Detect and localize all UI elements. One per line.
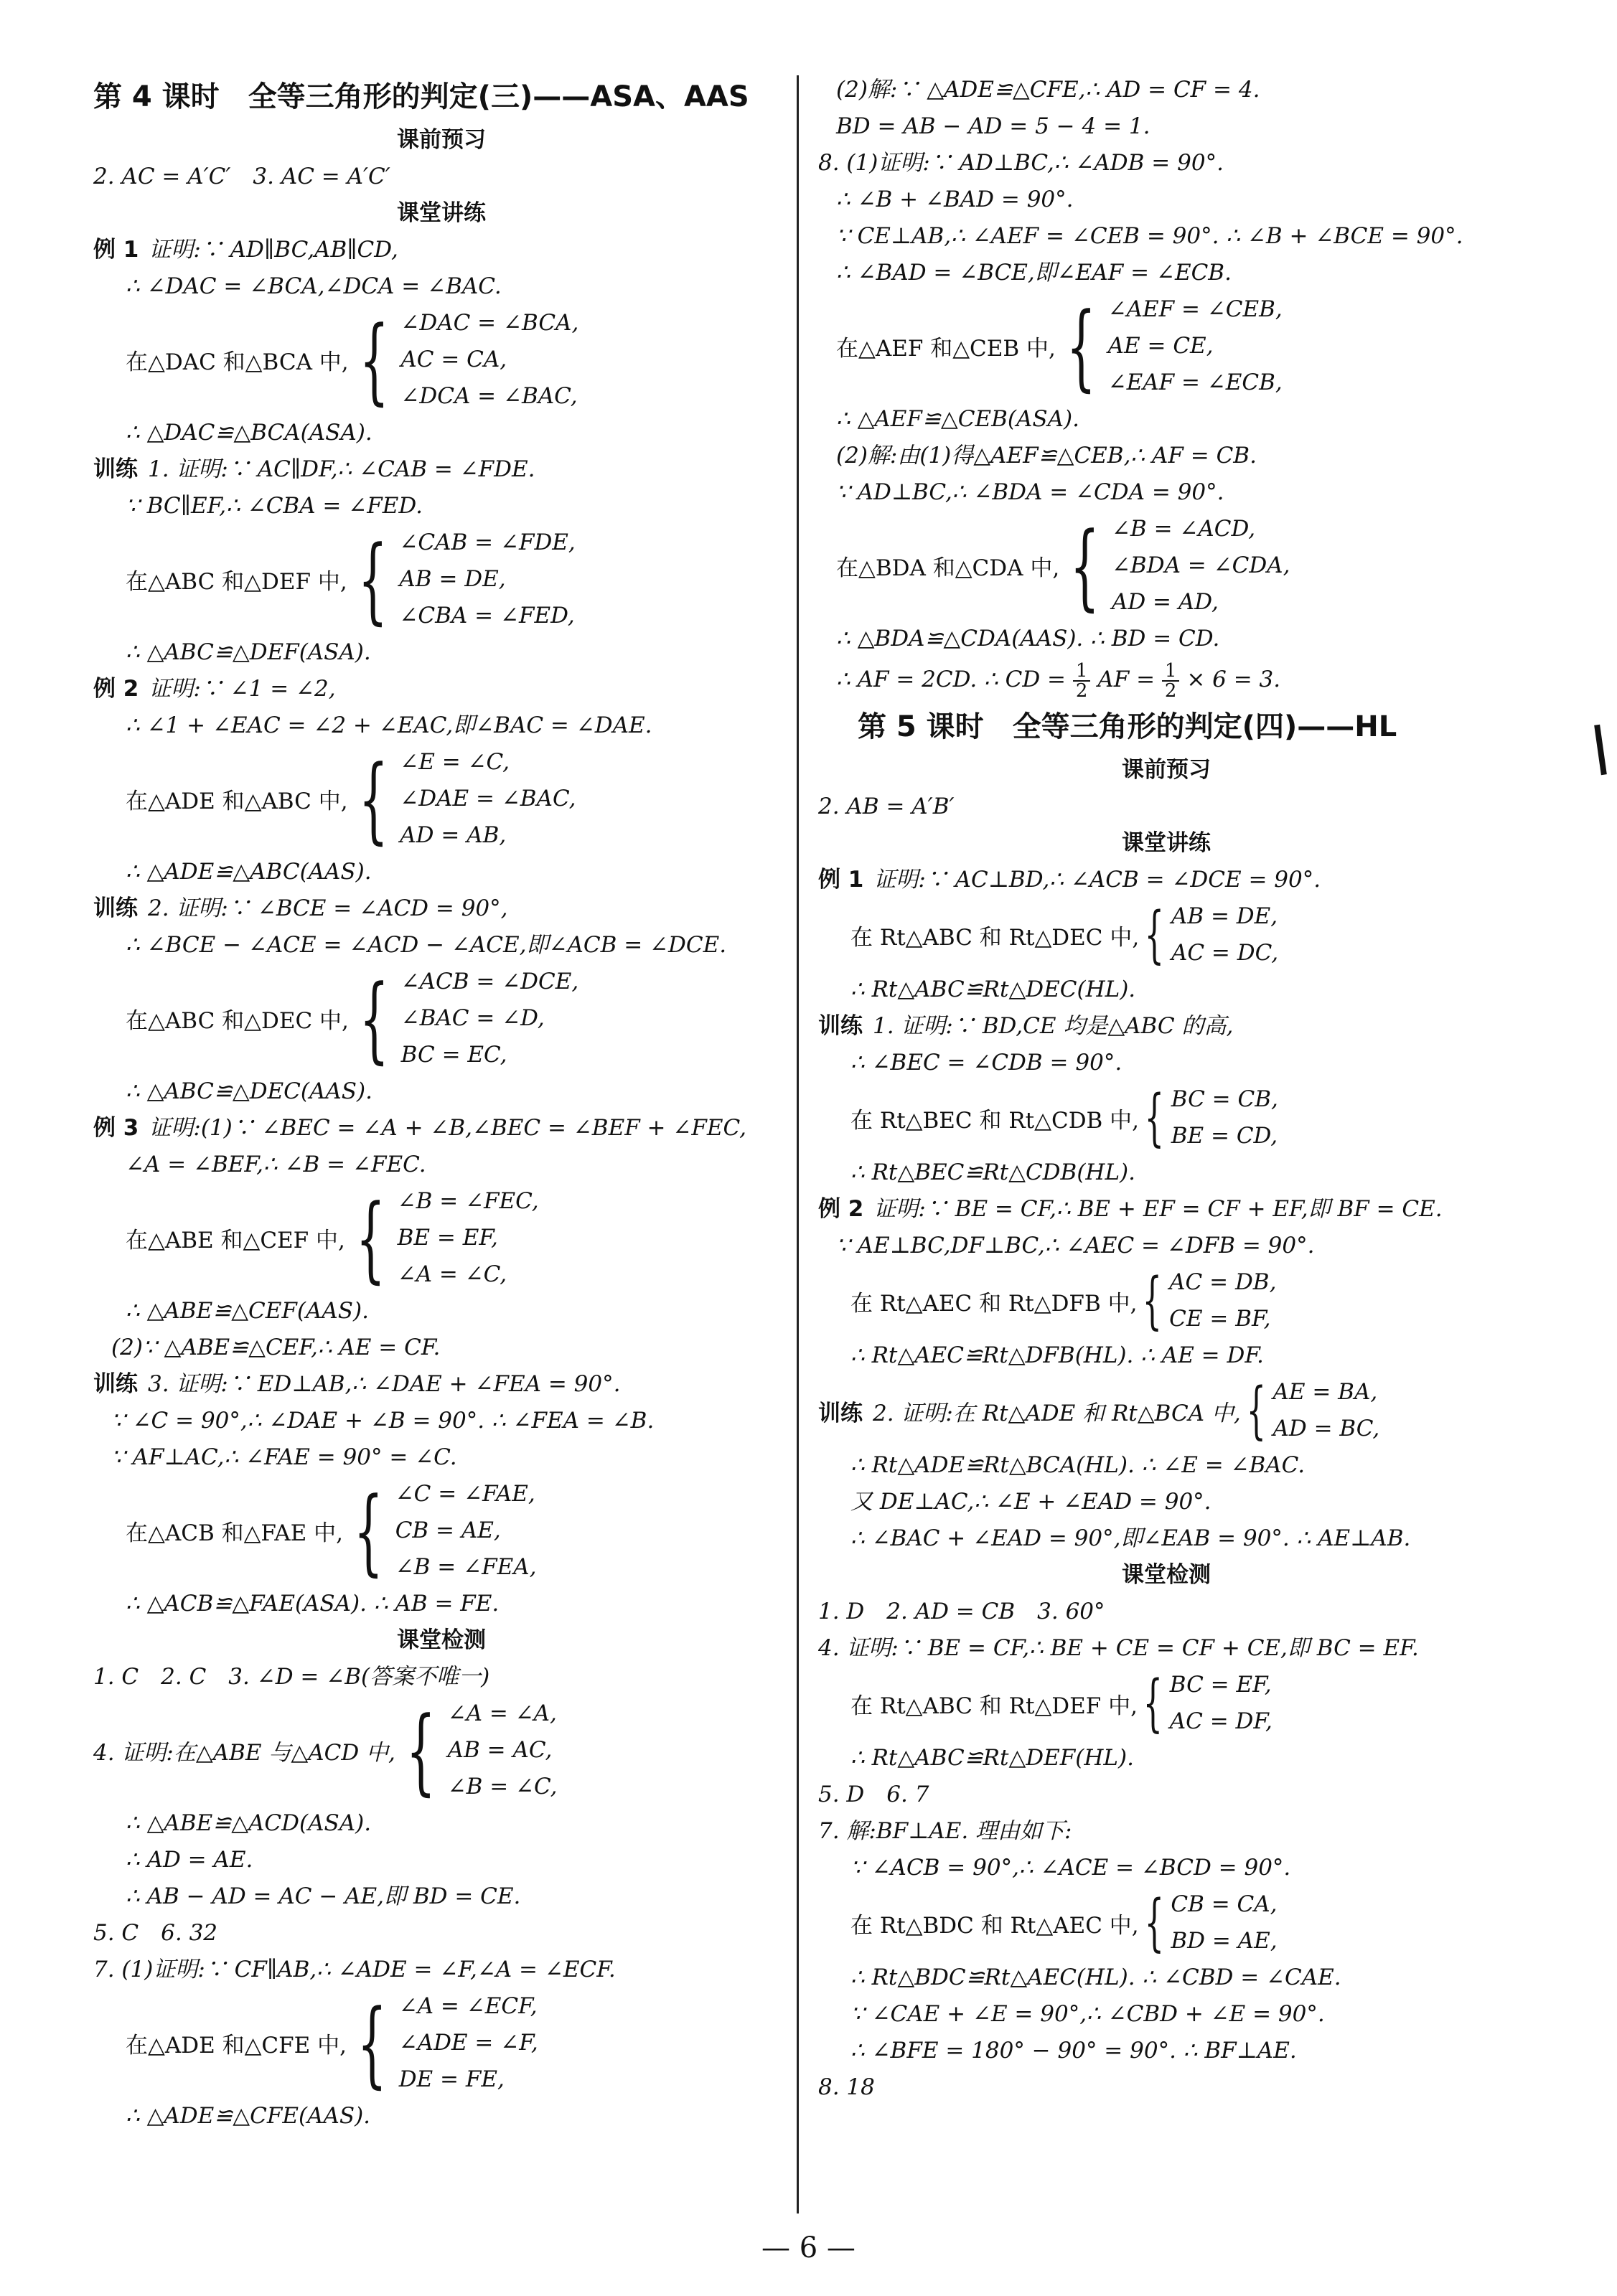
system-intro: 在△ABC 和△DEF 中, [126,569,347,595]
system-intro: 在△ABE 和△CEF 中, [126,1228,345,1253]
example-label: 例 1 [818,867,864,893]
proof-line: ∵ ∠ACB = 90°,∴ ∠ACE = ∠BCD = 90°. [850,1855,1291,1881]
condition: BC = CB, [1171,1086,1278,1112]
brace: { [1144,1887,1164,1959]
training-1-line [818,1008,1514,1045]
example-1-line [93,232,789,268]
q4-line: 4. 证明:∵ BE = CF,∴ BE + CE = CF + CE,即 BC = EF. [818,1635,1419,1661]
class-check-heading: 课堂检测 [397,1627,486,1653]
system-intro: 在△DAC 和△BCA 中, [126,349,349,375]
condition: ∠EAF = ∠ECB, [1107,370,1283,395]
brace: { [358,744,388,854]
condition: AD = AB, [400,822,507,848]
training-2-line [93,890,789,927]
system-intro: 在△ADE 和△CFE 中, [126,2033,347,2059]
system-intro: 在 Rt△BDC 和 Rt△AEC 中, [850,1912,1139,1939]
proof-text: 证明:∵ AD∥BC,AB∥CD, [149,237,398,263]
example-2-line [93,671,789,707]
condition-system [818,1667,1514,1740]
proof-line: ∵ ∠C = 90°,∴ ∠DAE + ∠B = 90°. ∴ ∠FEA = ∠B. [111,1408,655,1434]
conclusion: ∴ Rt△BEC≌Rt△CDB(HL). [850,1159,1135,1185]
proof-line: ∴ ∠BFE = 180° − 90° = 90°. ∴ BF⊥AE. [850,2038,1297,2064]
training-label: 训练 [93,1371,138,1397]
training-2-system [818,1374,1514,1447]
brace: { [406,1695,436,1805]
condition: ∠A = ∠ECF, [398,1993,538,2019]
system-intro: 4. 证明:在△ABE 与△ACD 中, [93,1740,395,1766]
pre-study-answers: 2. AC = A′C′ 3. AC = A′C′ [93,164,390,189]
q7-line: 7. 解:BF⊥AE. 理由如下: [818,1818,1072,1844]
condition: ∠DCA = ∠BAC, [400,383,578,409]
proof-text: 证明:(1)∵ ∠BEC = ∠A + ∠B,∠BEC = ∠BEF + ∠FEC, [149,1115,746,1141]
system-intro: 在△ABC 和△DEC 中, [126,1008,349,1034]
conclusion: ∴ △ABC≌△DEC(AAS). [126,1078,372,1104]
pre-study-answers: 2. AB = A′B′ [818,794,955,819]
q8-line: 8. (1)证明:∵ AD⊥BC,∴ ∠ADB = 90°. [818,150,1224,176]
answer-8: 8. 18 [818,2074,875,2100]
condition: ∠AEF = ∠CEB, [1107,296,1283,322]
brace: { [1246,1375,1266,1446]
proof-line: ∴ AD = AE. [126,1847,253,1873]
training-label: 训练 [818,1400,863,1426]
condition: AC = DC, [1171,940,1279,966]
condition-system [93,524,789,634]
training-label: 训练 [93,895,138,921]
conclusion: ∴ Rt△AEC≌Rt△DFB(HL). ∴ AE = DF. [850,1342,1264,1368]
column-divider [797,75,799,2213]
proof-line: ∴ △ABE≌△ACD(ASA). [126,1810,372,1836]
condition: ∠ADE = ∠F, [398,2030,538,2056]
condition: AC = DF, [1169,1708,1272,1734]
fraction-text: × 6 = 3. [1186,667,1281,692]
condition: ∠A = ∠C, [397,1261,507,1287]
conclusion: ∴ △ADE≌△CFE(AAS). [126,2103,371,2129]
example-3-line [93,1110,789,1147]
edge-mark [1594,725,1607,775]
proof-text: 1. 证明:∵ AC∥DF,∴ ∠CAB = ∠FDE. [148,456,535,482]
condition: AE = BA, [1272,1379,1378,1405]
proof-line: 又 DE⊥AC,∴ ∠E + ∠EAD = 90°. [850,1489,1211,1515]
condition: AB = DE, [1171,903,1278,929]
left-column [93,72,789,2135]
brace: { [357,524,388,634]
example-label: 例 1 [93,237,139,263]
condition-system [818,511,1514,621]
condition-system [818,1081,1514,1154]
fraction-line [818,657,1514,702]
condition: ∠B = ∠FEA, [395,1554,537,1580]
brace: { [359,964,389,1073]
conclusion: ∴ △BDA≌△CDA(AAS). ∴ BD = CD. [836,626,1220,651]
class-practice-heading: 课堂讲练 [1122,830,1211,856]
condition: BE = EF, [397,1225,498,1251]
proof-text: 3. 证明:∵ ED⊥AB,∴ ∠DAE + ∠FEA = 90°. [148,1371,621,1397]
training-label: 训练 [93,456,138,482]
condition: ∠DAC = ∠BCA, [400,310,579,336]
condition: ∠C = ∠FAE, [395,1481,535,1507]
condition: AE = CE, [1107,333,1214,359]
training-1-line [93,451,789,488]
proof-line: ∴ ∠BAC + ∠EAD = 90°,即∠EAB = 90°. ∴ AE⊥AB. [850,1525,1411,1551]
fraction [1073,659,1091,702]
condition-system [93,1476,789,1586]
proof-line: ∵ BC∥EF,∴ ∠CBA = ∠FED. [126,493,423,519]
brace: { [1069,511,1100,621]
condition: AD = BC, [1272,1416,1380,1441]
proof-line: ∴ ∠BEC = ∠CDB = 90°. [850,1050,1122,1076]
proof-line: (2)解:∵ △ADE≌△CFE,∴ AD = CF = 4. [836,77,1260,103]
system-intro: 在 Rt△ABC 和 Rt△DEC 中, [850,924,1140,951]
brace: { [357,1988,388,2098]
right-column [818,72,1514,2106]
conclusion: ∴ △AEF≌△CEB(ASA). [836,406,1079,432]
brace: { [1143,1667,1163,1739]
condition: ∠ACB = ∠DCE, [400,969,579,994]
condition: ∠BAC = ∠D, [400,1005,545,1031]
pre-study-heading: 课前预习 [1122,757,1211,783]
condition-system [818,898,1514,971]
fraction-denominator: 2 [1164,679,1177,702]
pre-study-heading: 课前预习 [397,127,486,153]
condition-system [93,305,789,415]
condition-system [93,744,789,854]
condition: BD = AE, [1171,1928,1278,1954]
brace: { [355,1183,385,1293]
condition: AC = DB, [1169,1269,1277,1295]
conclusion: ∴ △DAC≌△BCA(ASA). [126,420,372,446]
condition-system [818,291,1514,401]
lesson-4-title: 第 4 课时 全等三角形的判定(三)——ASA、AAS [93,80,749,113]
system-intro: 在△AEF 和△CEB 中, [836,336,1056,362]
condition: BE = CD, [1171,1123,1278,1149]
condition: ∠BDA = ∠CDA, [1111,552,1290,578]
condition: AB = DE, [399,566,506,592]
system-intro: 在△BDA 和△CDA 中, [836,555,1060,581]
condition: ∠A = ∠A, [447,1700,557,1726]
proof-text: 1. 证明:∵ BD,CE 均是△ABC 的高, [873,1013,1234,1039]
fraction-numerator: 1 [1073,662,1091,682]
brace: { [1066,291,1096,401]
proof-line: ∴ ∠DAC = ∠BCA,∠DCA = ∠BAC. [126,273,502,299]
lesson-5-title: 第 5 课时 全等三角形的判定(四)——HL [858,710,1397,743]
conclusion: ∴ △ADE≌△ABC(AAS). [126,859,372,885]
condition: ∠E = ∠C, [400,749,510,775]
conclusion: ∴ △ABE≌△CEF(AAS). [126,1298,369,1324]
conclusion: ∴ Rt△ABC≌Rt△DEC(HL). [850,977,1136,1002]
q7-line: 7. (1)证明:∵ CF∥AB,∴ ∠ADE = ∠F,∠A = ∠ECF. [93,1957,616,1982]
brace: { [1143,1265,1163,1337]
condition: BC = EC, [400,1042,507,1068]
example-label: 例 3 [93,1115,139,1141]
brace: { [359,305,389,415]
conclusion: ∴ Rt△ABC≌Rt△DEF(HL). [850,1745,1134,1771]
system-intro: 2. 证明:在 Rt△ADE 和 Rt△BCA 中, [873,1400,1241,1426]
condition: AB = AC, [447,1737,553,1763]
proof-line: BD = AB − AD = 5 − 4 = 1. [836,113,1150,139]
proof-line: ∴ Rt△BDC≌Rt△AEC(HL). ∴ ∠CBD = ∠CAE. [850,1965,1341,1990]
class-practice-heading: 课堂讲练 [397,200,486,226]
page-number: — 6 — [761,2231,856,2264]
condition: AC = CA, [400,347,507,372]
system-intro: 在 Rt△ABC 和 Rt△DEF 中, [850,1693,1138,1719]
fraction-denominator: 2 [1075,679,1088,702]
fraction-text: ∴ AF = 2CD. ∴ CD = [836,667,1067,692]
proof-text: 证明:∵ ∠1 = ∠2, [149,676,336,702]
proof-line: ∴ ∠1 + ∠EAC = ∠2 + ∠EAC,即∠BAC = ∠DAE. [126,712,652,738]
answers-1-3: 1. C 2. C 3. ∠D = ∠B(答案不唯一) [93,1664,490,1690]
example-label: 例 2 [93,676,139,702]
condition: ∠DAE = ∠BAC, [400,786,576,811]
conclusion: ∴ △ABC≌△DEF(ASA). [126,639,371,665]
answers-5-6: 5. C 6. 32 [93,1920,218,1946]
proof-text: 2. 证明:∵ ∠BCE = ∠ACD = 90°, [148,895,508,921]
condition: BC = EF, [1169,1672,1272,1698]
proof-line: ∴ AB − AD = AC − AE,即 BD = CE. [126,1883,521,1909]
proof-text: 证明:∵ BE = CF,∴ BE + EF = CF + EF,即 BF = CE. [873,1196,1443,1222]
brace: { [353,1476,384,1586]
brace: { [1144,1082,1165,1154]
condition: CB = CA, [1171,1891,1278,1917]
proof-line: ∴ Rt△ADE≌Rt△BCA(HL). ∴ ∠E = ∠BAC. [850,1452,1306,1478]
proof-line: ∴ ∠BCE − ∠ACE = ∠ACD − ∠ACE,即∠ACB = ∠DCE. [126,932,727,958]
proof-line: (2)∵ △ABE≌△CEF,∴ AE = CF. [111,1335,441,1360]
class-check-heading: 课堂检测 [1122,1562,1211,1588]
proof-line: ∵ ∠CAE + ∠E = 90°,∴ ∠CBD + ∠E = 90°. [850,2001,1325,2027]
fraction [1162,659,1180,702]
system-intro: 在 Rt△BEC 和 Rt△CDB 中, [850,1107,1140,1134]
condition: CB = AE, [395,1518,501,1543]
condition: ∠B = ∠FEC, [397,1188,539,1214]
proof-line: ∵ AE⊥BC,DF⊥BC,∴ ∠AEC = ∠DFB = 90°. [836,1233,1315,1258]
condition-system [818,1886,1514,1959]
condition: CE = BF, [1169,1306,1271,1332]
fraction-text: AF = [1097,667,1156,692]
q4-system [93,1695,789,1805]
proof-line: (2)解:由(1)得△AEF≌△CEB,∴ AF = CB. [836,443,1257,469]
proof-line: ∵ AF⊥AC,∴ ∠FAE = 90° = ∠C. [111,1444,457,1470]
system-intro: 在△ADE 和△ABC 中, [126,789,348,814]
system-intro: 在 Rt△AEC 和 Rt△DFB 中, [850,1290,1138,1317]
example-1-line [818,862,1514,898]
condition-system [93,1183,789,1293]
condition: AD = AD, [1111,589,1219,615]
proof-text: 证明:∵ AC⊥BD,∴ ∠ACB = ∠DCE = 90°. [873,867,1321,893]
answers-5-6: 5. D 6. 7 [818,1782,929,1807]
condition: DE = FE, [398,2066,505,2092]
example-label: 例 2 [818,1196,864,1222]
system-intro: 在△ACB 和△FAE 中, [126,1520,343,1546]
condition: ∠B = ∠ACD, [1111,516,1256,542]
condition: ∠CBA = ∠FED, [399,603,575,629]
answers-1-3: 1. D 2. AD = CB 3. 60° [818,1599,1105,1624]
training-3-line [93,1366,789,1403]
condition: ∠CAB = ∠FDE, [399,530,576,555]
training-label: 训练 [818,1013,863,1039]
brace: { [1144,899,1165,971]
proof-line: ∵ AD⊥BC,∴ ∠BDA = ∠CDA = 90°. [836,479,1224,505]
condition-system [93,1988,789,2098]
condition-system [818,1264,1514,1337]
proof-line: ∴ ∠BAD = ∠BCE,即∠EAF = ∠ECB. [836,260,1232,286]
condition-system [93,964,789,1073]
proof-line: ∵ CE⊥AB,∴ ∠AEF = ∠CEB = 90°. ∴ ∠B + ∠BCE = 90°. [836,223,1463,249]
fraction-numerator: 1 [1162,662,1180,682]
condition: ∠B = ∠C, [447,1774,558,1799]
conclusion: ∴ △ACB≌△FAE(ASA). ∴ AB = FE. [126,1591,500,1617]
example-2-line [818,1191,1514,1228]
proof-line: ∠A = ∠BEF,∴ ∠B = ∠FEC. [126,1152,426,1177]
proof-line: ∴ ∠B + ∠BAD = 90°. [836,187,1074,212]
